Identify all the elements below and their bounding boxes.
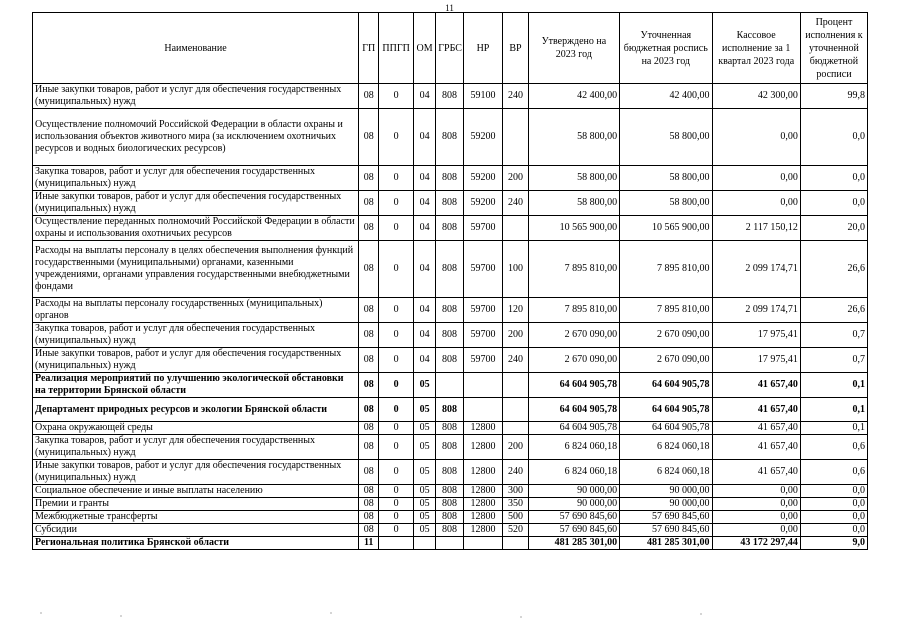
cell-ppgp: 0 (379, 435, 414, 460)
cell-nr: 12800 (463, 524, 503, 537)
table-row (33, 485, 868, 498)
cell-percent: 20,0 (800, 216, 867, 241)
cell-gp: 08 (359, 84, 379, 109)
table-row (33, 298, 868, 323)
table-row (33, 323, 868, 348)
cell-om: 04 (413, 216, 435, 241)
cell-gp: 08 (359, 373, 379, 398)
cell-om: 04 (413, 241, 435, 298)
cell-name: Иные закупки товаров, работ и услуг для обеспечения государственных (муниципальных) нужд (33, 460, 359, 485)
cell-refined: 2 670 090,00 (620, 348, 712, 373)
cell-gp: 08 (359, 485, 379, 498)
cell-ppgp: 0 (379, 498, 414, 511)
cell-approved: 64 604 905,78 (528, 422, 619, 435)
cell-om: 04 (413, 84, 435, 109)
cell-cash: 0,00 (712, 191, 800, 216)
cell-grbs: 808 (436, 485, 463, 498)
cell-nr: 59100 (463, 84, 503, 109)
cell-refined: 57 690 845,60 (620, 511, 712, 524)
cell-cash: 41 657,40 (712, 373, 800, 398)
cell-name: Субсидии (33, 524, 359, 537)
cell-gp: 08 (359, 524, 379, 537)
cell-vr: 240 (503, 84, 528, 109)
cell-refined: 58 800,00 (620, 191, 712, 216)
cell-grbs: 808 (436, 398, 463, 422)
cell-approved: 6 824 060,18 (528, 460, 619, 485)
cell-percent: 0,0 (800, 498, 867, 511)
cell-refined: 7 895 810,00 (620, 241, 712, 298)
cell-ppgp: 0 (379, 485, 414, 498)
cell-nr: 59200 (463, 191, 503, 216)
cell-refined: 10 565 900,00 (620, 216, 712, 241)
cell-grbs: 808 (436, 348, 463, 373)
cell-refined: 64 604 905,78 (620, 422, 712, 435)
header-col-name: Наименование (33, 13, 359, 84)
cell-name: Расходы на выплаты персоналу в целях обеспечения выполнения функций государственными (муниципальными) органами, казенными учреждениями, органами управления государственными внебюджетными фондами (33, 241, 359, 298)
cell-ppgp: 0 (379, 241, 414, 298)
cell-grbs: 808 (436, 216, 463, 241)
cell-percent: 0,0 (800, 524, 867, 537)
budget-table (32, 12, 868, 550)
table-row (33, 348, 868, 373)
cell-percent: 0,1 (800, 422, 867, 435)
cell-vr: 500 (503, 511, 528, 524)
cell-ppgp: 0 (379, 524, 414, 537)
cell-name: Осуществление переданных полномочий Российской Федерации в области охраны и использования охотничьих ресурсов (33, 216, 359, 241)
cell-gp: 08 (359, 216, 379, 241)
table-row (33, 166, 868, 191)
cell-gp: 08 (359, 348, 379, 373)
cell-nr (463, 537, 503, 550)
cell-approved: 7 895 810,00 (528, 241, 619, 298)
table-row (33, 498, 868, 511)
cell-gp: 08 (359, 422, 379, 435)
cell-approved: 58 800,00 (528, 191, 619, 216)
cell-approved: 2 670 090,00 (528, 323, 619, 348)
cell-om: 05 (413, 460, 435, 485)
cell-name: Реализация мероприятий по улучшению экологической обстановки на территории Брянской области (33, 373, 359, 398)
cell-vr (503, 537, 528, 550)
cell-om: 04 (413, 191, 435, 216)
cell-refined: 57 690 845,60 (620, 524, 712, 537)
table-row (33, 398, 868, 422)
cell-gp: 08 (359, 435, 379, 460)
cell-nr: 12800 (463, 498, 503, 511)
header-col-cash: Кассовое исполнение за 1 квартал 2023 года (712, 13, 800, 84)
cell-vr (503, 216, 528, 241)
cell-refined: 64 604 905,78 (620, 373, 712, 398)
cell-name: Расходы на выплаты персоналу государственных (муниципальных) органов (33, 298, 359, 323)
cell-approved: 7 895 810,00 (528, 298, 619, 323)
cell-gp: 08 (359, 323, 379, 348)
header-col-ppgp: ППГП (379, 13, 414, 84)
cell-vr (503, 373, 528, 398)
cell-om: 04 (413, 348, 435, 373)
cell-cash: 0,00 (712, 485, 800, 498)
header-col-refined: Уточненная бюджетная роспись на 2023 год (620, 13, 712, 84)
cell-om: 04 (413, 166, 435, 191)
cell-percent: 0,0 (800, 485, 867, 498)
cell-om: 04 (413, 109, 435, 166)
cell-cash: 41 657,40 (712, 422, 800, 435)
cell-nr: 59700 (463, 216, 503, 241)
cell-cash: 41 657,40 (712, 435, 800, 460)
cell-gp: 08 (359, 166, 379, 191)
cell-vr: 350 (503, 498, 528, 511)
cell-cash: 0,00 (712, 166, 800, 191)
cell-grbs: 808 (436, 298, 463, 323)
cell-vr: 100 (503, 241, 528, 298)
cell-vr: 240 (503, 460, 528, 485)
table-row (33, 109, 868, 166)
header-col-om: ОМ (413, 13, 435, 84)
table-row (33, 524, 868, 537)
table-row (33, 191, 868, 216)
cell-refined: 90 000,00 (620, 485, 712, 498)
cell-vr: 200 (503, 323, 528, 348)
cell-percent: 0,0 (800, 191, 867, 216)
cell-ppgp: 0 (379, 109, 414, 166)
cell-name: Осуществление полномочий Российской Федерации в области охраны и использования объектов животного мира (за исключением охотничьих ресурсов и водных биологических ресурсов) (33, 109, 359, 166)
cell-om: 05 (413, 524, 435, 537)
header-col-approved: Утверждено на 2023 год (528, 13, 619, 84)
cell-nr: 12800 (463, 511, 503, 524)
cell-ppgp: 0 (379, 511, 414, 524)
cell-percent: 0,1 (800, 398, 867, 422)
cell-approved: 58 800,00 (528, 109, 619, 166)
cell-om: 05 (413, 485, 435, 498)
cell-name: Закупка товаров, работ и услуг для обеспечения государственных (муниципальных) нужд (33, 435, 359, 460)
cell-nr: 59200 (463, 166, 503, 191)
table-row (33, 84, 868, 109)
cell-om: 05 (413, 422, 435, 435)
cell-cash: 41 657,40 (712, 460, 800, 485)
cell-grbs: 808 (436, 498, 463, 511)
cell-gp: 08 (359, 298, 379, 323)
table-row (33, 373, 868, 398)
cell-cash: 43 172 297,44 (712, 537, 800, 550)
cell-ppgp: 0 (379, 84, 414, 109)
header-col-grbs: ГРБС (436, 13, 463, 84)
cell-om: 05 (413, 435, 435, 460)
cell-grbs (436, 373, 463, 398)
cell-percent: 0,6 (800, 460, 867, 485)
cell-gp: 08 (359, 109, 379, 166)
cell-vr: 240 (503, 191, 528, 216)
cell-nr: 12800 (463, 435, 503, 460)
cell-cash: 17 975,41 (712, 323, 800, 348)
cell-approved: 6 824 060,18 (528, 435, 619, 460)
cell-nr: 59200 (463, 109, 503, 166)
table-row (33, 422, 868, 435)
cell-om (413, 537, 435, 550)
cell-name: Иные закупки товаров, работ и услуг для обеспечения государственных (муниципальных) нужд (33, 191, 359, 216)
cell-grbs: 808 (436, 524, 463, 537)
cell-refined: 6 824 060,18 (620, 460, 712, 485)
cell-percent: 99,8 (800, 84, 867, 109)
cell-name: Департамент природных ресурсов и экологии Брянской области (33, 398, 359, 422)
cell-refined: 481 285 301,00 (620, 537, 712, 550)
cell-grbs: 808 (436, 191, 463, 216)
cell-approved: 57 690 845,60 (528, 511, 619, 524)
cell-ppgp: 0 (379, 422, 414, 435)
header-col-nr: НР (463, 13, 503, 84)
cell-ppgp: 0 (379, 348, 414, 373)
table-row (33, 241, 868, 298)
cell-grbs: 808 (436, 460, 463, 485)
scan-speck (120, 615, 122, 617)
cell-name: Закупка товаров, работ и услуг для обеспечения государственных (муниципальных) нужд (33, 166, 359, 191)
cell-om: 04 (413, 323, 435, 348)
cell-ppgp (379, 537, 414, 550)
cell-percent: 0,1 (800, 373, 867, 398)
scan-speck (40, 612, 42, 614)
cell-refined: 58 800,00 (620, 109, 712, 166)
cell-percent: 0,0 (800, 109, 867, 166)
cell-name: Региональная политика Брянской области (33, 537, 359, 550)
cell-nr: 12800 (463, 485, 503, 498)
cell-percent: 0,0 (800, 511, 867, 524)
cell-nr: 12800 (463, 460, 503, 485)
cell-percent: 0,0 (800, 166, 867, 191)
cell-cash: 2 117 150,12 (712, 216, 800, 241)
page-number: 11 (445, 3, 454, 13)
cell-refined: 42 400,00 (620, 84, 712, 109)
cell-grbs: 808 (436, 84, 463, 109)
cell-gp: 08 (359, 498, 379, 511)
cell-nr: 12800 (463, 422, 503, 435)
cell-approved: 58 800,00 (528, 166, 619, 191)
cell-ppgp: 0 (379, 460, 414, 485)
table-body (33, 84, 868, 550)
cell-gp: 08 (359, 511, 379, 524)
scan-speck (520, 616, 522, 618)
cell-ppgp: 0 (379, 216, 414, 241)
cell-vr: 300 (503, 485, 528, 498)
cell-om: 05 (413, 373, 435, 398)
cell-grbs: 808 (436, 241, 463, 298)
cell-cash: 0,00 (712, 498, 800, 511)
cell-name: Социальное обеспечение и иные выплаты населению (33, 485, 359, 498)
cell-om: 05 (413, 398, 435, 422)
cell-approved: 90 000,00 (528, 498, 619, 511)
cell-om: 05 (413, 498, 435, 511)
table-header (33, 13, 868, 84)
cell-approved: 10 565 900,00 (528, 216, 619, 241)
cell-nr: 59700 (463, 348, 503, 373)
cell-grbs: 808 (436, 435, 463, 460)
cell-grbs: 808 (436, 323, 463, 348)
cell-vr: 120 (503, 298, 528, 323)
cell-gp: 08 (359, 460, 379, 485)
cell-nr (463, 398, 503, 422)
header-col-percent: Процент исполнения к уточненной бюджетной росписи (800, 13, 867, 84)
table-row (33, 511, 868, 524)
cell-refined: 7 895 810,00 (620, 298, 712, 323)
cell-name: Межбюджетные трансферты (33, 511, 359, 524)
cell-name: Охрана окружающей среды (33, 422, 359, 435)
scan-speck (330, 612, 332, 614)
cell-cash: 2 099 174,71 (712, 241, 800, 298)
cell-name: Иные закупки товаров, работ и услуг для обеспечения государственных (муниципальных) нужд (33, 348, 359, 373)
cell-approved: 64 604 905,78 (528, 373, 619, 398)
cell-approved: 481 285 301,00 (528, 537, 619, 550)
cell-refined: 6 824 060,18 (620, 435, 712, 460)
cell-cash: 0,00 (712, 109, 800, 166)
cell-vr: 200 (503, 435, 528, 460)
table-row (33, 435, 868, 460)
cell-vr: 200 (503, 166, 528, 191)
header-col-vr: ВР (503, 13, 528, 84)
cell-vr (503, 109, 528, 166)
cell-vr (503, 398, 528, 422)
cell-approved: 2 670 090,00 (528, 348, 619, 373)
cell-grbs: 808 (436, 166, 463, 191)
cell-percent: 0,6 (800, 435, 867, 460)
cell-refined: 58 800,00 (620, 166, 712, 191)
cell-cash: 17 975,41 (712, 348, 800, 373)
cell-ppgp: 0 (379, 191, 414, 216)
table-row (33, 216, 868, 241)
cell-approved: 57 690 845,60 (528, 524, 619, 537)
cell-ppgp: 0 (379, 373, 414, 398)
header-row (33, 13, 868, 84)
cell-gp: 08 (359, 398, 379, 422)
cell-approved: 42 400,00 (528, 84, 619, 109)
cell-grbs: 808 (436, 422, 463, 435)
cell-vr (503, 422, 528, 435)
cell-nr: 59700 (463, 241, 503, 298)
cell-om: 04 (413, 298, 435, 323)
cell-cash: 2 099 174,71 (712, 298, 800, 323)
cell-gp: 08 (359, 191, 379, 216)
cell-ppgp: 0 (379, 298, 414, 323)
cell-percent: 26,6 (800, 241, 867, 298)
cell-ppgp: 0 (379, 398, 414, 422)
cell-om: 05 (413, 511, 435, 524)
cell-percent: 26,6 (800, 298, 867, 323)
cell-approved: 64 604 905,78 (528, 398, 619, 422)
cell-percent: 0,7 (800, 323, 867, 348)
cell-vr: 520 (503, 524, 528, 537)
cell-percent: 0,7 (800, 348, 867, 373)
cell-nr: 59700 (463, 323, 503, 348)
cell-percent: 9,0 (800, 537, 867, 550)
cell-cash: 0,00 (712, 511, 800, 524)
cell-vr: 240 (503, 348, 528, 373)
cell-cash: 42 300,00 (712, 84, 800, 109)
cell-cash: 0,00 (712, 524, 800, 537)
scan-speck (700, 613, 702, 615)
cell-ppgp: 0 (379, 166, 414, 191)
cell-nr: 59700 (463, 298, 503, 323)
cell-gp: 08 (359, 241, 379, 298)
cell-refined: 90 000,00 (620, 498, 712, 511)
cell-refined: 2 670 090,00 (620, 323, 712, 348)
cell-gp: 11 (359, 537, 379, 550)
table-row (33, 460, 868, 485)
cell-nr (463, 373, 503, 398)
cell-approved: 90 000,00 (528, 485, 619, 498)
cell-name: Иные закупки товаров, работ и услуг для обеспечения государственных (муниципальных) нужд (33, 84, 359, 109)
cell-name: Закупка товаров, работ и услуг для обеспечения государственных (муниципальных) нужд (33, 323, 359, 348)
header-col-gp: ГП (359, 13, 379, 84)
cell-refined: 64 604 905,78 (620, 398, 712, 422)
cell-name: Премии и гранты (33, 498, 359, 511)
cell-grbs (436, 537, 463, 550)
cell-grbs: 808 (436, 109, 463, 166)
cell-grbs: 808 (436, 511, 463, 524)
table-row (33, 537, 868, 550)
cell-ppgp: 0 (379, 323, 414, 348)
cell-cash: 41 657,40 (712, 398, 800, 422)
